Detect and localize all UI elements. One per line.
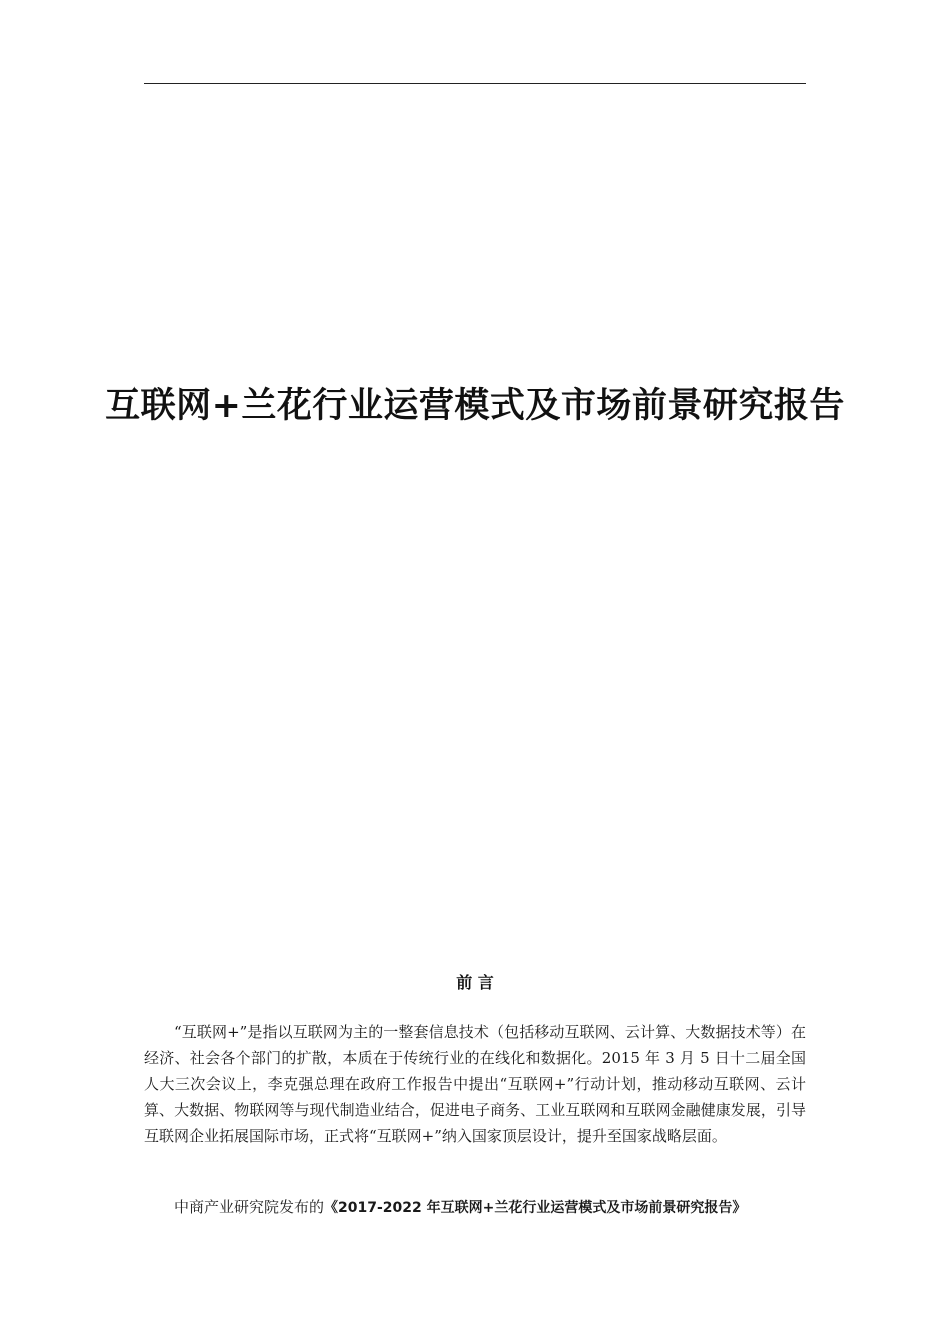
preface-paragraph-1: “互联网+”是指以互联网为主的一整套信息技术（包括移动互联网、云计算、大数据技术等）在经济、社会各个部门的扩散，本质在于传统行业的在线化和数据化。2015 年 3 月 5 日十二届全国人大三次会议上，李克强总理在政府工作报告中提出“互联网+”行动计划，推动移动互联网、云计算、大数据、物联网等与现代制造业结合，促进电子商务、工业互联网和互联网金融健康发展，引导互联网企业拓展国际市场，正式将“互联网+”纳入国家顶层设计，提升至国家战略层面。 <box>144 1023 806 1145</box>
document-title: 互联网+兰花行业运营模式及市场前景研究报告 <box>105 386 845 426</box>
report-name: 《2017-2022 年互联网+兰花行业运营模式及市场前景研究报告》 <box>324 1200 747 1216</box>
paragraph-2-lead: 中商产业研究院发布的 <box>174 1198 325 1216</box>
header-rule <box>144 83 806 84</box>
preface-paragraph-2 <box>144 1194 806 1221</box>
preface-heading: 前 言 <box>456 973 494 992</box>
